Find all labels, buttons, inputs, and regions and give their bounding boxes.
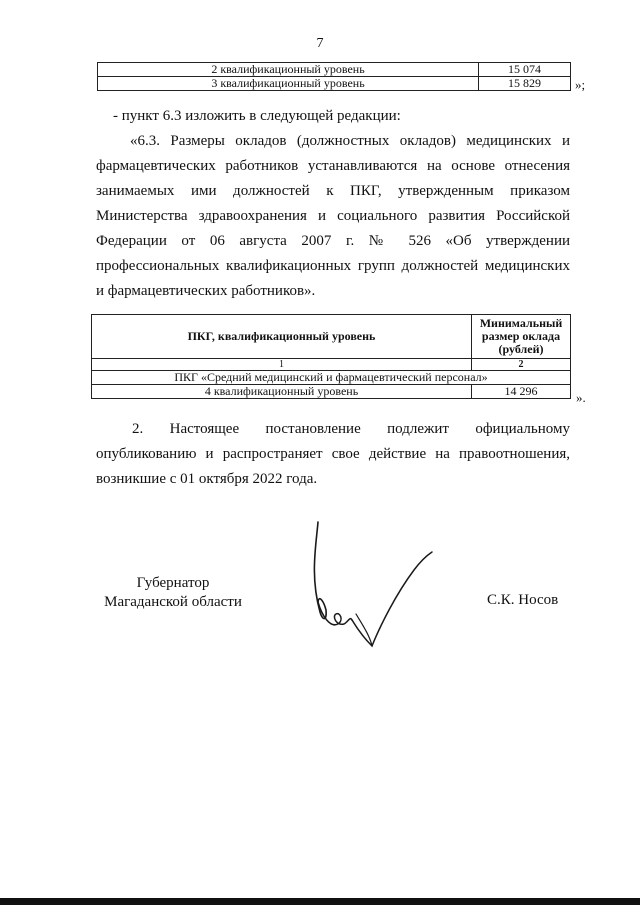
table-cell-level: 4 квалификационный уровень <box>92 385 472 399</box>
table-group-row <box>92 371 571 385</box>
handwritten-signature <box>296 516 446 656</box>
page-number: 7 <box>316 36 324 51</box>
table-cell-level: 3 квалификационный уровень <box>98 77 479 91</box>
paragraph-6-3-last-line: и фармацевтических работников». <box>96 283 316 299</box>
salary-table-continued <box>97 62 571 91</box>
table-cell-amount: 15 829 <box>479 77 571 91</box>
table-cell-group: ПКГ «Средний медицинский и фармацевтический персонал» <box>92 371 571 385</box>
salary-table <box>91 314 571 399</box>
closing-quote: »; <box>575 77 586 92</box>
paragraph-2: 2. Настоящее постановление подлежит официальному опубликованию и распространяет свое действие на правоотношения, возникшие с 01 октября 2022 года. <box>96 421 570 487</box>
position-line-1: Губернатор <box>136 575 210 591</box>
signatory-position <box>93 574 253 612</box>
table-row <box>92 385 571 399</box>
closing-quote: ». <box>576 390 586 405</box>
table-row <box>98 77 571 91</box>
paragraph-6-3: «6.3. Размеры окладов (должностных окладов) медицинских и фармацевтических работников устанавливаются на основе отнесения занимаемых ими должностей к ПКГ, утвержденным приказом Министерства здравоохранения и социального развития Российской Федерации от 06 августа 2007 г. № 526 «Об утверждении профессиональных квалификационных групп должностей медицинских <box>96 133 570 274</box>
position-line-2: Магаданской области <box>104 594 242 610</box>
table-number-row <box>92 359 571 371</box>
column-header-level: ПКГ, квалификационный уровень <box>92 315 472 359</box>
table-cell-amount: 15 074 <box>479 63 571 77</box>
table-cell-amount: 14 296 <box>472 385 571 399</box>
table-cell-level: 2 квалификационный уровень <box>98 63 479 77</box>
signatory-name: С.К. Носов <box>487 592 559 608</box>
column-header-salary: Минимальный размер оклада (рублей) <box>472 315 571 359</box>
table-header-row <box>92 315 571 359</box>
column-number-1: 1 <box>92 359 472 371</box>
column-number-2: 2 <box>472 359 571 371</box>
paragraph-intro: - пункт 6.3 изложить в следующей редакции: <box>113 108 401 124</box>
table-row <box>98 63 571 77</box>
scan-bottom-edge <box>0 898 640 905</box>
